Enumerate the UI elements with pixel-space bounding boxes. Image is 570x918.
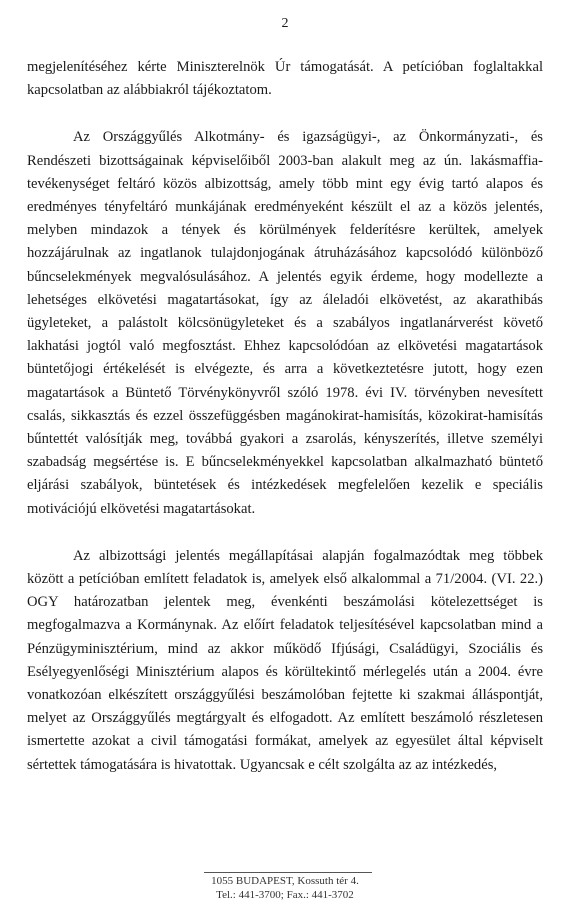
footer-address: 1055 BUDAPEST, Kossuth tér 4.	[211, 875, 359, 887]
footer-divider	[204, 872, 372, 873]
page-number: 2	[281, 16, 289, 31]
footer	[0, 874, 570, 902]
letter-body	[27, 56, 543, 777]
paragraph-continuation: megjelenítéséhez kérte Miniszterelnök Úr támogatását. A petícióban foglaltakkal kapcsolatban az alábbiakról tájékoztatom.	[27, 59, 543, 99]
footer-contact: Tel.: 441-3700; Fax.: 441-3702	[216, 889, 354, 901]
paragraph-albizottsag: Az Országgyűlés Alkotmány- és igazságügyi-, az Önkormányzati-, és Rendészeti bizottságainak képviselőiből 2003-ban alakult meg az ún. lakásmaffia-tevékenységet feltáró közös albizottság, amely több mint egy évig tartó alapos és eredményes tényfeltáró munkájának eredményeként készült el az a közös jelentés, melyben mindazok a tények és körülmények felderítésre kerültek, amelyek hozzájárulnak az ingatlanok tulajdonjogának átruházásához kapcsolódó különböző bűncselekmények megvalósulásához. A jelentés egyik érdeme, hogy modellezte a lehetséges elkövetési magatartásokat, így az áleladói elkövetést, az akarathibás ügyleteket, a palástolt kölcsönügyleteket és a szabályos ingatlanárverést követő lakhatási jogtól való megfosztást. Ehhez kapcsolódóan az elkövetési magatartások büntetőjogi értékelését is elvégezte, és arra a következtetésre jutott, hogy ezen magatartások a Büntető Törvénykönyvről szóló 1978. évi IV. törvényben nevesített csalás, sikkasztás és ezzel összefüggésben magánokirat-hamisítás, közokirat-hamisítás bűntettét valósítják meg, továbbá gyakori a zsarolás, kényszerítés, illetve személyi szabadság megsértése is. E bűncselekményekkel kapcsolatban alkalmazható büntető eljárási szabályok, büntetések és intézkedések megfelelően kezelik e speciális motivációjú elkövetési magatartásokat.	[27, 129, 543, 517]
paragraph-megallapitasok: Az albizottsági jelentés megállapításai alapján fogalmazódtak meg többek között a petícióban említett feladatok is, amelyek első alkalommal a 71/2004. (VI. 22.) OGY határozatban jelentek meg, évenkénti beszámolási kötelezettséget is megfogalmazva a Kormánynak. Az előírt feladatok teljesítésével kapcsolatban mind a Pénzügyminisztérium, mind az akkor működő Ifjúsági, Családügyi, Szociális és Esélyegyenlőségi Minisztérium alapos és körültekintő mérlegelés után a 2004. évre vonatkozóan elkészített országgyűlési beszámolóban fejtette ki szakmai álláspontját, melyet az Országgyűlés megtárgyalt és elfogadott. Az említett beszámoló részletesen ismertette azokat a civil támogatási formákat, amelyek az egyesület által képviselt sértettek támogatására is hivatottak. Ugyancsak e célt szolgálta az az intézkedés,	[27, 547, 543, 773]
